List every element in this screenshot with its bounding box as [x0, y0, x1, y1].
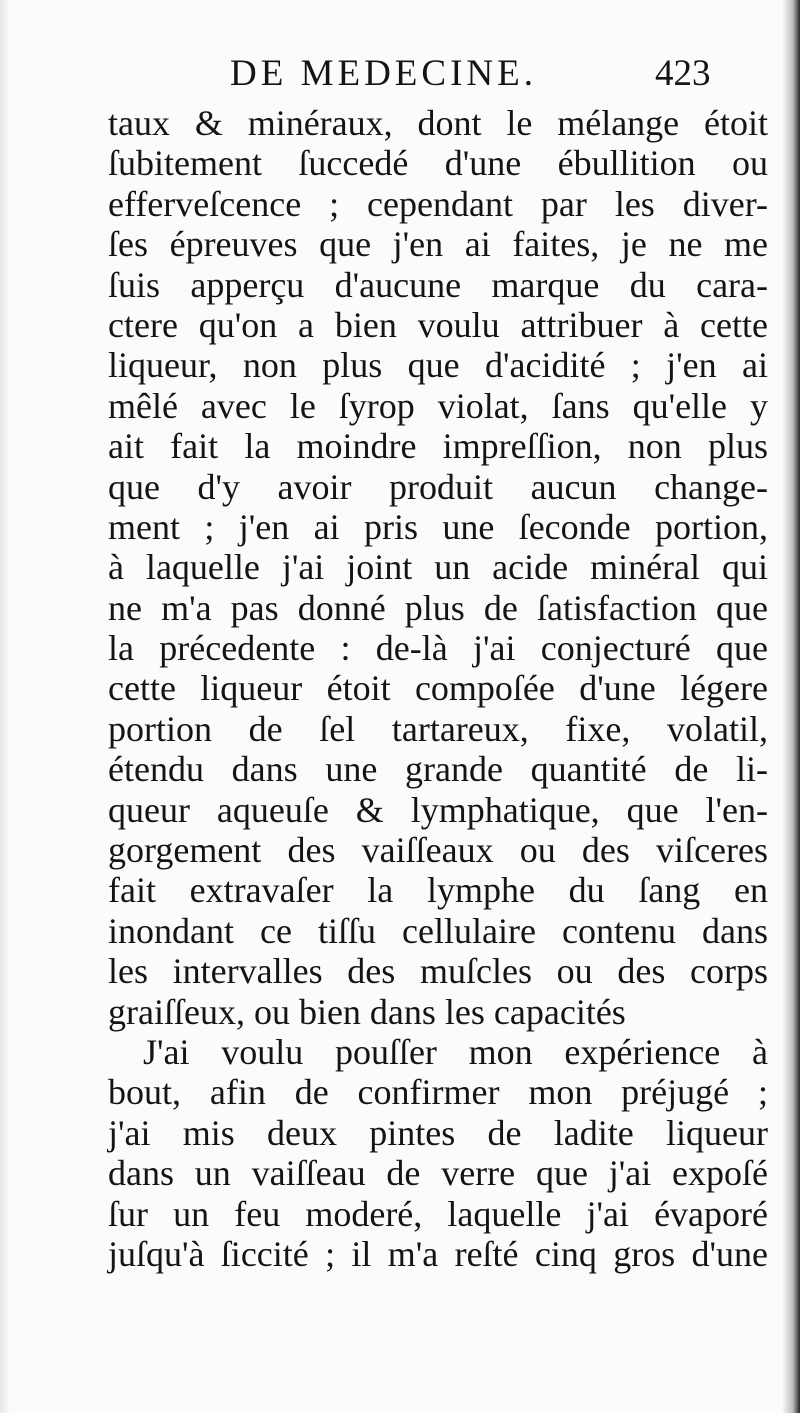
text-line: étendu dans une grande quantité de li-: [108, 749, 768, 790]
text-line: mêlé avec le ſyrop violat, ſans qu'elle y: [108, 385, 768, 426]
text-line: liqueur, non plus que d'acidité ; j'en ai: [108, 345, 768, 386]
text-line: que d'y avoir produit aucun change-: [108, 466, 768, 507]
running-header: [230, 52, 770, 102]
text-line: cette liqueur étoit compoſée d'une légere: [108, 668, 768, 709]
text-line: inondant ce tiſſu cellulaire contenu dans: [108, 910, 768, 951]
paragraph-end-line: graiſſeux, ou bien dans les capacités: [108, 991, 626, 1032]
text-line: bout, afin de confirmer mon préjugé ;: [108, 1072, 768, 1113]
text-line: dans un vaiſſeau de verre que j'ai expoſé: [108, 1153, 768, 1194]
text-line: portion de ſel tartareux, fixe, volatil,: [108, 708, 768, 749]
text-line: ſur un feu moderé, laquelle j'ai évaporé: [108, 1193, 768, 1234]
paragraph-start-line: J'ai voulu pouſſer mon expérience à: [143, 1031, 768, 1072]
text-line: la précedente : de-là j'ai conjecturé que: [108, 628, 768, 669]
text-line: queur aqueuſe & lymphatique, que l'en-: [108, 789, 768, 830]
text-line: j'ai mis deux pintes de ladite liqueur: [108, 1112, 768, 1153]
text-line: à laquelle j'ai joint un acide minéral qui: [108, 547, 768, 588]
text-line: ctere qu'on a bien voulu attribuer à cette: [108, 304, 768, 345]
text-line: ne m'a pas donné plus de ſatisfaction que: [108, 587, 768, 628]
page-edge-shadow: [782, 0, 800, 1413]
running-title: DE MEDECINE.: [230, 53, 537, 94]
text-line: ment ; j'en ai pris une ſeconde portion,: [108, 506, 768, 547]
text-line: ſes épreuves que j'en ai faites, je ne me: [108, 224, 768, 265]
text-line: taux & minéraux, dont le mélange étoit: [108, 103, 768, 143]
text-line: juſqu'à ſiccité ; il m'a reſté cinq gros d'une: [108, 1233, 768, 1274]
text-line: efferveſcence ; cependant par les diver-: [108, 183, 768, 224]
page-number: 423: [655, 53, 711, 94]
text-line: ait fait la moindre impreſſion, non plus: [108, 426, 768, 467]
text-line: gorgement des vaiſſeaux ou des viſceres: [108, 830, 768, 871]
text-line: ſubitement ſuccedé d'une ébullition ou: [108, 143, 768, 184]
text-line: les intervalles des muſcles ou des corps: [108, 951, 768, 992]
text-line: fait extravaſer la lymphe du ſang en: [108, 870, 768, 911]
text-line: ſuis apperçu d'aucune marque du cara-: [108, 264, 768, 305]
body-text: [108, 103, 768, 1274]
page-left-shadow: [0, 0, 10, 1413]
